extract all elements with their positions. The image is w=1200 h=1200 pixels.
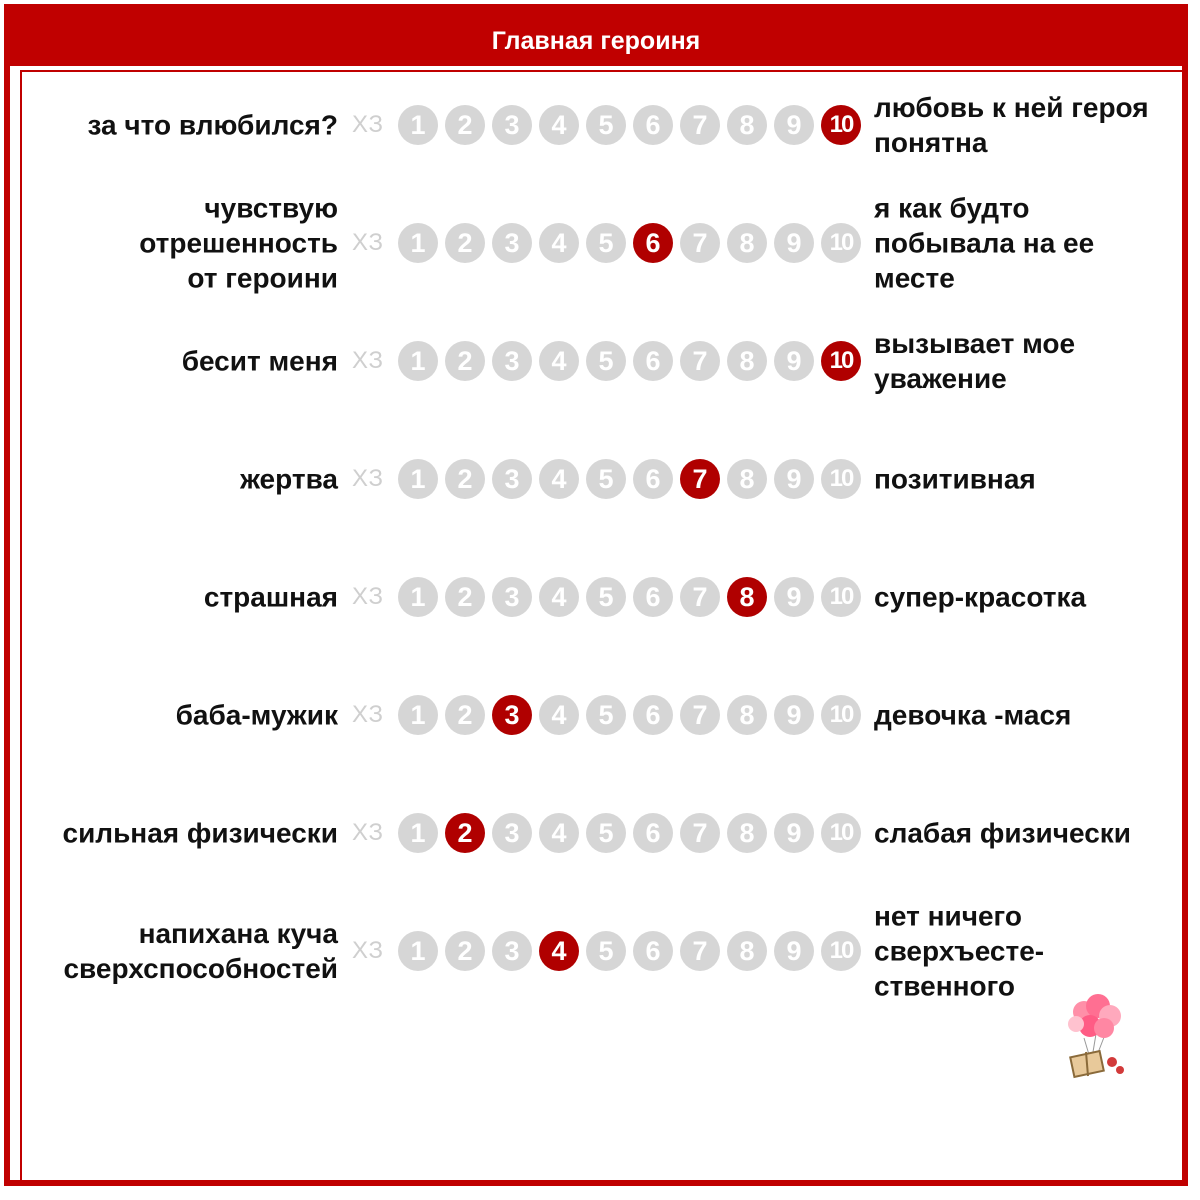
label-line: девочка -мася	[874, 699, 1072, 731]
scale-option[interactable]: 1	[398, 105, 438, 145]
label-line: сверхъесте-	[874, 935, 1045, 967]
label-line: страшная	[203, 581, 338, 613]
right-pole-label	[874, 816, 1194, 851]
scale-option[interactable]: 5	[586, 105, 626, 145]
scale-option[interactable]: 8	[727, 223, 767, 263]
label-line: баба-мужик	[175, 699, 338, 731]
right-pole-label	[874, 90, 1194, 160]
scale-option[interactable]: 1	[398, 577, 438, 617]
scale-option[interactable]: 3	[492, 931, 532, 971]
scale-option-selected[interactable]: 6	[633, 223, 673, 263]
unknown-option[interactable]: ХЗ	[352, 111, 384, 138]
scale-option[interactable]: 2	[445, 931, 485, 971]
scale-option[interactable]: 8	[727, 695, 767, 735]
scale-option-selected[interactable]: 3	[492, 695, 532, 735]
scale-option-selected[interactable]: 8	[727, 577, 767, 617]
scale-option[interactable]: 9	[774, 577, 814, 617]
right-pole-label	[874, 580, 1194, 615]
scale-option[interactable]: 9	[774, 459, 814, 499]
scale-option[interactable]: 4	[539, 341, 579, 381]
label-line: супер-красотка	[874, 581, 1087, 613]
label-line: слабая физически	[874, 817, 1132, 849]
left-pole-label	[8, 191, 338, 296]
scale-option[interactable]: 3	[492, 105, 532, 145]
label-line: нет ничего	[874, 900, 1022, 932]
scale-option[interactable]: 5	[586, 695, 626, 735]
scale-option[interactable]: 2	[445, 223, 485, 263]
scale-option[interactable]: 6	[633, 105, 673, 145]
scale-option[interactable]: 8	[727, 341, 767, 381]
scale-option[interactable]: 1	[398, 695, 438, 735]
left-pole-label	[8, 580, 338, 615]
label-line: позитивная	[874, 463, 1036, 495]
label-line: понятна	[874, 127, 988, 158]
right-pole-label	[874, 326, 1194, 396]
label-line: месте	[874, 262, 955, 294]
unknown-option[interactable]: ХЗ	[352, 819, 384, 846]
scale-option[interactable]: 9	[774, 813, 814, 853]
scale-option[interactable]: 8	[727, 459, 767, 499]
scale-option[interactable]: 8	[727, 105, 767, 145]
scale-option[interactable]: 2	[445, 105, 485, 145]
label-line: любовь к ней героя	[874, 92, 1149, 123]
scale-option[interactable]: 1	[398, 459, 438, 499]
scale-option[interactable]: 1	[398, 931, 438, 971]
scale-option[interactable]: 7	[680, 931, 720, 971]
scale-option-selected[interactable]: 2	[445, 813, 485, 853]
scale-option[interactable]: 9	[774, 341, 814, 381]
label-line: жертва	[240, 463, 338, 495]
scale-option[interactable]: 7	[680, 813, 720, 853]
label-line: от героини	[187, 262, 338, 294]
label-line: сильная физически	[62, 817, 338, 849]
scale-option[interactable]: 4	[539, 577, 579, 617]
scale-option[interactable]: 4	[539, 105, 579, 145]
scale-option-selected[interactable]: 7	[680, 459, 720, 499]
left-pole-label	[8, 344, 338, 379]
scale-option[interactable]: 7	[680, 695, 720, 735]
left-pole-label	[8, 916, 338, 986]
unknown-option[interactable]: ХЗ	[352, 583, 384, 610]
label-line: бесит меня	[181, 345, 338, 377]
page-title: Главная героиня	[10, 10, 1182, 66]
scale-option[interactable]: 1	[398, 341, 438, 381]
scale-option[interactable]: 6	[633, 459, 673, 499]
scale-option[interactable]: 6	[633, 577, 673, 617]
scale-option[interactable]: 8	[727, 813, 767, 853]
scale-option-selected[interactable]: 10	[821, 105, 861, 145]
scale-option[interactable]: 5	[586, 223, 626, 263]
scale-option-selected[interactable]: 4	[539, 931, 579, 971]
scale-option[interactable]: 10	[821, 813, 861, 853]
right-pole-label	[874, 191, 1194, 296]
scale-option[interactable]: 3	[492, 341, 532, 381]
unknown-option[interactable]: ХЗ	[352, 701, 384, 728]
scale-option[interactable]: 7	[680, 105, 720, 145]
right-pole-label	[874, 698, 1194, 733]
scale-option[interactable]: 4	[539, 695, 579, 735]
scale-option[interactable]: 2	[445, 341, 485, 381]
scale-option[interactable]: 4	[539, 813, 579, 853]
label-line: я как будто	[874, 192, 1030, 224]
scale-option[interactable]: 9	[774, 695, 814, 735]
scale-option[interactable]: 9	[774, 931, 814, 971]
label-line: чувствую	[204, 192, 338, 224]
scale-option[interactable]: 4	[539, 459, 579, 499]
scale-option[interactable]: 4	[539, 223, 579, 263]
scale-option[interactable]: 10	[821, 459, 861, 499]
unknown-option[interactable]: ХЗ	[352, 229, 384, 256]
scale-option[interactable]: 2	[445, 695, 485, 735]
scale-option[interactable]: 5	[586, 341, 626, 381]
scale-option[interactable]: 3	[492, 459, 532, 499]
balloons-gift-icon	[1062, 992, 1126, 1084]
scale-option[interactable]: 5	[586, 813, 626, 853]
label-line: побывала на ее	[874, 227, 1095, 259]
scale-option[interactable]: 10	[821, 577, 861, 617]
unknown-option[interactable]: ХЗ	[352, 347, 384, 374]
label-line: за что влюбился?	[87, 109, 338, 141]
label-line: ственного	[874, 970, 1016, 1002]
unknown-option[interactable]: ХЗ	[352, 465, 384, 492]
scale-option[interactable]: 6	[633, 813, 673, 853]
left-pole-label	[8, 698, 338, 733]
scale-option[interactable]: 10	[821, 695, 861, 735]
scale-option[interactable]: 6	[633, 695, 673, 735]
scale-option[interactable]: 2	[445, 577, 485, 617]
scale-option[interactable]: 6	[633, 931, 673, 971]
scale-option[interactable]: 3	[492, 577, 532, 617]
scale-option[interactable]: 3	[492, 223, 532, 263]
label-line: уважение	[874, 363, 1007, 394]
scale-option[interactable]: 1	[398, 223, 438, 263]
scale-option-selected[interactable]: 10	[821, 341, 861, 381]
scale-option[interactable]: 3	[492, 813, 532, 853]
scale-option[interactable]: 6	[633, 341, 673, 381]
label-line: вызывает мое	[874, 328, 1076, 359]
scale-option[interactable]: 10	[821, 931, 861, 971]
left-pole-label	[8, 462, 338, 497]
scale-option[interactable]: 9	[774, 223, 814, 263]
scale-option[interactable]: 8	[727, 931, 767, 971]
right-pole-label	[874, 899, 1194, 1004]
scale-option[interactable]: 9	[774, 105, 814, 145]
scale-option[interactable]: 5	[586, 931, 626, 971]
label-line: сверхспособностей	[63, 953, 338, 984]
label-line: напихана куча	[138, 918, 338, 949]
scale-option[interactable]: 5	[586, 459, 626, 499]
scale-option[interactable]: 5	[586, 577, 626, 617]
scale-option[interactable]: 1	[398, 813, 438, 853]
label-line: отрешенность	[139, 227, 338, 259]
scale-option[interactable]: 7	[680, 577, 720, 617]
scale-option[interactable]: 7	[680, 341, 720, 381]
right-pole-label	[874, 462, 1194, 497]
scale-option[interactable]: 2	[445, 459, 485, 499]
left-pole-label	[8, 816, 338, 851]
left-pole-label	[8, 108, 338, 143]
scale-option[interactable]: 10	[821, 223, 861, 263]
scale-option[interactable]: 7	[680, 223, 720, 263]
unknown-option[interactable]: ХЗ	[352, 937, 384, 964]
